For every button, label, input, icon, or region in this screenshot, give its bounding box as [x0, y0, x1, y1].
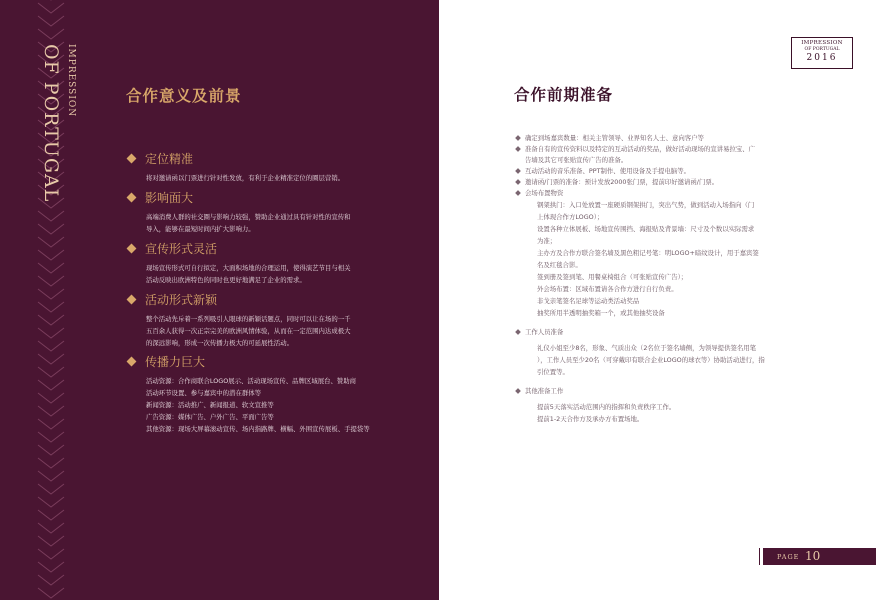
page-label: PAGE — [777, 553, 800, 561]
preparation-list — [515, 133, 835, 425]
section-flexible — [128, 240, 378, 286]
section-positioning — [128, 150, 378, 184]
section-impact — [128, 189, 378, 235]
bullet-diamond-icon — [515, 179, 521, 185]
diamond-icon — [127, 244, 137, 254]
brand-line-1: IMPRESSION — [66, 44, 76, 118]
list-item: 确定到场嘉宾数量：相关主管领导、业界知名人士、意向客户等 — [515, 133, 835, 144]
list-item: 会场布置物资 — [515, 188, 835, 199]
section-body: 活动资源：合作商联合LOGO展示、活动现场宣传、品牌区域展台、赞助商 活动环节设置、参与嘉宾中的潜在群体等 新闻资源：活动推广、新闻报道、软文宣推等 广告资源：媒体广告、户外广告、平面广告等 其他资源：现场大屏幕滚动宣传、场内指路牌、横幅、外围宣传展板、手提袋等 — [146, 377, 370, 433]
page-number: 10 — [805, 549, 821, 563]
list-sub-text: 钢架拱门：入口处放置一座硬质钢架拱门，突出气势，做到活动入场指向（门 上体现合作方LOGO）； 设置各种立体展板、场地宣传围挡、海报贴及背景墙：尺寸及个数以实际需求 为准； 主办方及合作方联合签名墙及黑色粗记号笔：明LOGO+暗纹设计，用于嘉宾签 名及红毯合影。 签到册及签到笔、用餐桌椅组合（可张贴宣传广告）； 外会场布置：区域布置请各合作方进行自行负责。 非戈亲笔签名足球等运动类活动奖品 抽奖所用半透明抽奖箱一个，或其他抽奖设备 — [537, 201, 759, 317]
list-item: 其他准备工作 — [515, 386, 835, 397]
list-sub-text: 礼仪小姐至少8名，形象、气质出众（2名位于签名墙侧，为领导提供签名用笔 ），工作人员至少20名（可穿戴印有联合企业LOGO的球衣等）协助活动进行，指 引位置等。 — [537, 344, 765, 376]
section-spread — [128, 353, 390, 435]
right-page — [439, 0, 878, 600]
list-sub-text: 提前5天落实活动范围内的指挥和负责秩序工作。 提前1-2天合作方及承办方布置场地。 — [537, 403, 676, 423]
brand-line-2: OF PORTUGAL — [40, 44, 62, 203]
brand-vertical-large — [38, 44, 62, 203]
diamond-icon — [127, 193, 137, 203]
diamond-icon — [127, 357, 137, 367]
section-body: 整个活动先斥着一系列吸引人眼球的新颖话题点，同时可以让在场的一千 五百余人获得一次正宗完美的欧洲风情体验，从而在一定范围内达成极大 的深远影响，形成一次传播力极大的可延展性活动。 — [146, 315, 351, 347]
list-item: 邀请函/门票的准备：预计发放2000张门票，提前印好邀请函/门票。 — [515, 177, 835, 188]
logo-line-1: IMPRESSION — [801, 40, 843, 46]
section-body: 高端消费人群的社交圈与影响力较强，赞助企业通过具有针对性的宣传和 导入，能够在最短时间内扩大影响力。 — [146, 213, 351, 233]
logo-line-2: OF PORTUGAL — [804, 47, 840, 52]
section-title: 传播力巨大 — [145, 355, 206, 369]
left-heading: 合作意义及前景 — [126, 87, 242, 105]
brand-logo — [791, 37, 853, 69]
bullet-diamond-icon — [515, 146, 521, 152]
bullet-diamond-icon — [515, 329, 521, 335]
page-divider — [759, 548, 760, 565]
brand-vertical-small — [64, 44, 78, 164]
list-item: 准备自有的宣传资料以及特定的互动活动的奖品，做好活动现场的宣讲易拉宝、广 告墙及其它可张贴宣传广告的准备。 — [515, 144, 835, 166]
logo-year: 2016 — [806, 53, 838, 63]
section-title: 活动形式新颖 — [145, 293, 218, 307]
list-item: 互动活动的音乐准备、PPT制作、使用设备及手提电脑等。 — [515, 166, 835, 177]
page-indicator — [763, 548, 876, 565]
diamond-icon — [127, 154, 137, 164]
section-novel — [128, 291, 378, 349]
right-heading: 合作前期准备 — [514, 86, 614, 104]
section-body: 将对邀请函以门票进行针对性发放，有利于企业精准定位的圈层营销。 — [146, 174, 345, 182]
bullet-diamond-icon — [515, 135, 521, 141]
list-item: 工作人员准备 — [515, 327, 835, 338]
diamond-icon — [127, 295, 137, 305]
bullet-diamond-icon — [515, 168, 521, 174]
bullet-diamond-icon — [515, 388, 521, 394]
bullet-diamond-icon — [515, 190, 521, 196]
section-title: 影响面大 — [145, 191, 194, 205]
section-body: 现场宣传形式可自行拟定，大面积场地的合理运用，使得演艺节目与相关 活动反映出欧洲特色的同时也更好地满足了企业的需求。 — [146, 264, 351, 284]
section-title: 定位精准 — [145, 152, 194, 166]
section-title: 宣传形式灵活 — [145, 242, 218, 256]
